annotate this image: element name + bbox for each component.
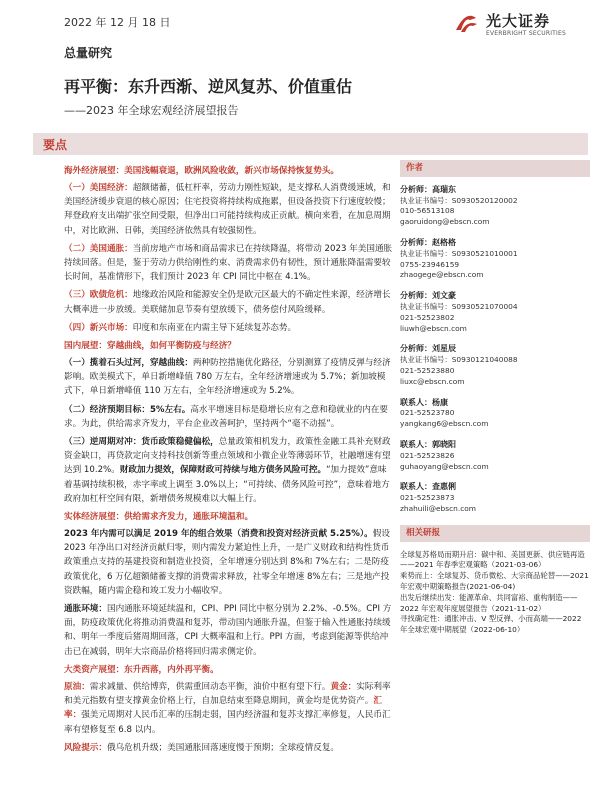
logo-text-en: EVERBRIGHT SECURITIES bbox=[486, 30, 566, 37]
analyst-block: 分析师：高瑞东 执业证书编号：S0930520120002 010-56513108 gaoruidong@ebscn.com bbox=[400, 185, 590, 228]
contact-email[interactable]: yangkang6@ebscn.com bbox=[400, 419, 489, 429]
contact-email[interactable]: guhaoyang@ebscn.com bbox=[400, 461, 489, 471]
key-points-band bbox=[33, 133, 588, 155]
logo-text-cn: 光大证券 bbox=[486, 12, 551, 30]
analyst-block: 分析师：刘文豪 执业证书编号：S0930521070004 021-52523802 liuwh@ebscn.com bbox=[400, 291, 590, 334]
contact-block: 联系人：杨康 021-52523780 yangkang6@ebscn.com bbox=[400, 398, 590, 430]
paragraph-assets: 原油：需求减量、供给博弈，供需重回动态平衡，油价中枢有望下行。黄金：实际利率和美元指数有望支撑黄金价格上行，自加息结束至降息期间，黄金均是优势资产。汇率：强美元周期对人民币汇率的压制走弱，国内经济温和复苏支撑汇率修复，人民币汇率有望修复至 6.8 以内。 bbox=[64, 681, 391, 735]
analyst-email[interactable]: liuxc@ebscn.com bbox=[400, 376, 465, 386]
report-category: 总量研究 bbox=[64, 46, 113, 60]
paragraph-emerging-markets: （四）新兴市场：印度和东南亚在内需主导下延续复苏态势。 bbox=[64, 322, 297, 333]
analyst-email[interactable]: gaoruidong@ebscn.com bbox=[400, 217, 490, 227]
paragraph-us-inflation: （二）美国通胀：当前房地产市场和商品需求已在持续降温，将带动 2023 年美国通胀持续回落。但是，鉴于劳动力供给刚性约束、消费需求仍有韧性，预计通胀降温需要较长时间，基准情形下，我们预计 2023 年 CPI 同比中枢在 4.1%。 bbox=[64, 243, 393, 283]
report-subtitle: ——2023 年全球宏观经济展望报告 bbox=[64, 104, 239, 117]
paragraph-risk-warning: 风险提示：俄乌危机升级；美国通胀回落速度慢于预期；全球疫情反复。 bbox=[64, 742, 340, 753]
paragraph-inflation-env: 通胀环境：国内通胀环境延续温和，CPI、PPI 同比中枢分别为 2.2%、-0.5%。CPI 方面，防疫政策优化将推动消费温和复苏，带动国内通胀升温，但鉴于输入性通胀持续缓和、明年一季度后猪周期回落，CPI 大概率温和上行。PPI 方面，考虑到能源等供给冲击已在减弱，明年大宗商品价格将回归需求侧定价。 bbox=[64, 604, 392, 657]
paragraph-us-economy: （一）美国经济：超额储蓄，低杠杆率，劳动力刚性短缺，是支撑私人消费缓速域，和美国经济缓步衰退的核心原因；住宅投资将持续构成拖累，但设备投资下行速度较慢；拜登政府支出端扩张空间受限，但净出口可能持续构成正贡献。横向来看，在加息周期中，对比欧洲、日韩，美国经济依然具有较强韧性。 bbox=[64, 183, 391, 236]
main-column bbox=[64, 160, 394, 759]
section-heading-overseas: 海外经济展望：美国浅幅衰退，欧洲风险收敛，新兴市场保持恢复势头。 bbox=[64, 166, 340, 176]
paragraph-euro-crisis: （三）欧债危机：地缘政治风险和能源安全仍是欧元区最大的不确定性来源，经济增长大概率进一步放缓。美联储加息节奏有望放缓下，债务偿付风险缓释。 bbox=[64, 290, 391, 315]
paragraph-domestic-demand: 2023 年内需可以满足 2019 年的组合效果（消费和投资对经济贡献 5.25%）。假设 2023 年净出口对经济贡献归零，则内需发力紧迫性上升，一是广义财政和结构性货币政策重点支持的基建投资和制造业投资，全年增速分别达到 8%和 7%左右；二是防疫政策优化，6 万亿超额储蓄支撑的消费需求释放，社零全年增速 8%左右；三是地产投资跌幅，随内需企稳和竣工发力小幅收窄。 bbox=[64, 529, 390, 596]
analyst-block: 分析师：刘星辰 执业证书编号：S0930121040088 021-52523880 liuxc@ebscn.com bbox=[400, 344, 590, 387]
related-report-item[interactable]: 全球复苏格局而期升启：碳中和、美国更新、供应链再造——2021 年春季宏观策略（2021-03-06） bbox=[400, 549, 585, 570]
report-title: 再平衡：东升西渐、逆风复苏、价值重估 bbox=[64, 77, 353, 96]
related-report-item[interactable]: 乘势而上：全球复苏、货币微松、大宗商品轮替——2021 年宏观中期策略报告(2021-06-04) bbox=[400, 571, 589, 591]
contact-block: 联系人：查惠俐 021-52523873 zhahuili@ebscn.com bbox=[400, 482, 590, 514]
contact-block: 联系人：郭晓阳 021-52523826 guhaoyang@ebscn.com bbox=[400, 440, 590, 472]
key-points-label: 要点 bbox=[43, 138, 68, 152]
everbright-logo-icon bbox=[452, 8, 480, 36]
analyst-block: 分析师：赵格格 执业证书编号：S0930521010001 0755-23946159 zhaogege@ebscn.com bbox=[400, 238, 590, 281]
brand-logo bbox=[452, 8, 592, 44]
paragraph-cross-curve: （一）揽着石头过河，穿越曲线：两种防控措施优化路径，分别测算了疫情反弹与经济影响。欧美模式下，单日新增峰值 780 万左右，全年经济增速或为 5.7%；新加坡模式下，单日新增峰值 110 万左右，全年经济增速或为 5.2%。 bbox=[64, 358, 391, 397]
sidebar bbox=[400, 160, 590, 636]
paragraph-countercyclical: （三）逆周期对冲：货币政策稳健偏松，总量政策相机发力，政策性金融工具补充财政资金缺口，再贷款定向支持科技创新等重点领域和小微企业等薄弱环节，社融增速有望达到 10.2%。财政加力提效，保障财政可持续与地方债务风险可控。“加力提效”意味着基调持续积极，赤字率或上调至 3.0%以上；“可持续、债务风险可控”，意味着地方政府加杠杆空间有限，新增债务规模难以大幅上行。 bbox=[64, 437, 391, 504]
section-heading-real-economy: 实体经济展望：供给需求齐发力，通胀环境温和。 bbox=[64, 512, 254, 523]
analyst-email[interactable]: liuwh@ebscn.com bbox=[400, 323, 467, 333]
section-heading-domestic: 国内展望：穿越曲线，如何平衡防疫与经济？ bbox=[64, 341, 236, 352]
contact-email[interactable]: zhahuili@ebscn.com bbox=[400, 503, 476, 513]
author-heading: 作者 bbox=[400, 160, 590, 177]
related-report-item[interactable]: 出发后继续出发：能源革命、共同富裕、重构制造——2022 年宏观年度展望报告（2021-11-02） bbox=[400, 592, 578, 613]
analyst-email[interactable]: zhaogege@ebscn.com bbox=[400, 270, 484, 280]
paragraph-growth-target: （二）经济预期目标：5%左右。高水平增速目标是稳增长应有之意和稳就业的内在要求。为此，供给需求齐发力，平台企业改善呵护，坚持两个“毫不动摇”。 bbox=[64, 404, 388, 429]
report-date: 2022 年 12 月 18 日 bbox=[64, 16, 171, 29]
section-heading-assets: 大类资产展望：东升西落，内外再平衡。 bbox=[64, 664, 219, 675]
related-report-item[interactable]: 寻找确定性：通胀冲击、V 型反弹、小而高端——2022 年全球宏观中期展望（2022-06-10） bbox=[400, 614, 582, 635]
related-reports-heading: 相关研报 bbox=[400, 525, 590, 542]
